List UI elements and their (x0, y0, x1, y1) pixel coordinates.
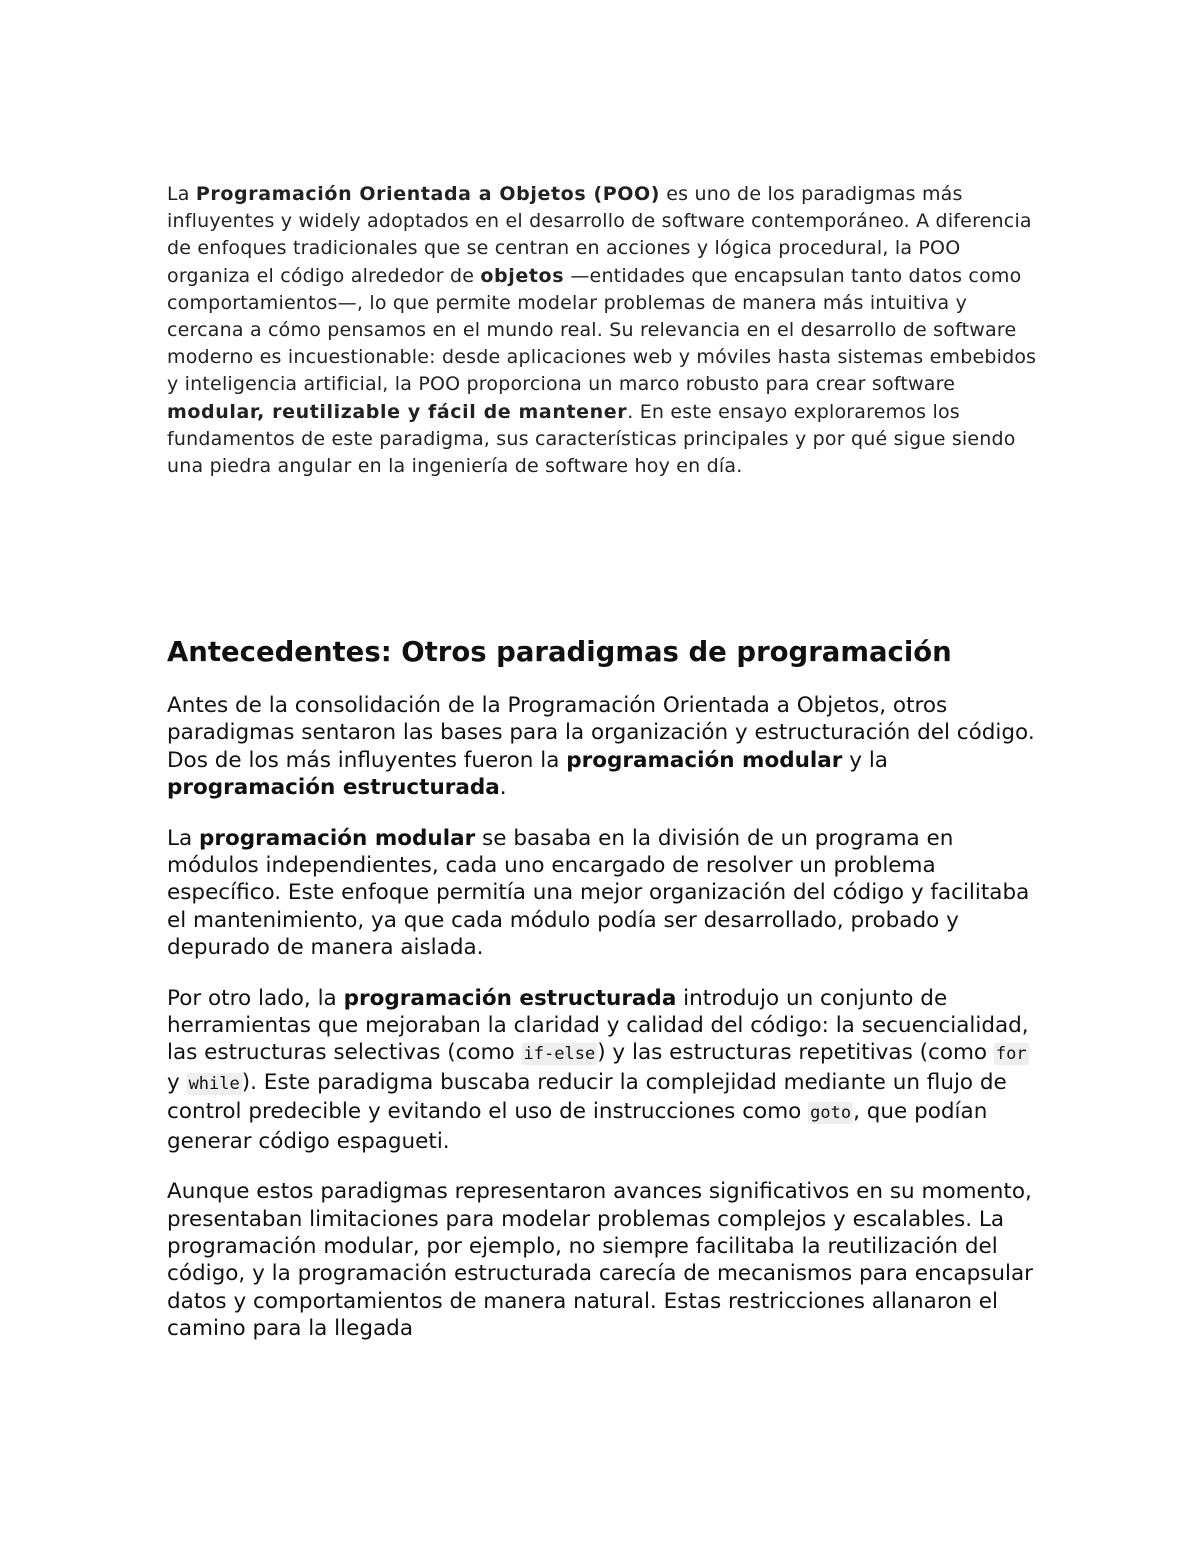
section-heading: Antecedentes: Otros paradigmas de programación (167, 636, 952, 668)
paragraph-antecedentes (167, 692, 1047, 802)
bold-term-poo: Programación Orientada a Objetos (POO) (195, 183, 661, 205)
paragraph-modular (167, 825, 1047, 962)
text-run: y la (842, 747, 888, 773)
bold-term-objetos: objetos (480, 264, 565, 287)
text-run: ). Este paradigma buscaba reducir la complejidad mediante un flujo de control predecible y evitando el uso de instrucciones como (167, 1069, 1007, 1125)
intro-paragraph (167, 181, 1047, 480)
document-page (167, 181, 1047, 1342)
text-run: Aunque estos paradigmas representaron avances significativos en su momento, presentaban limitaciones para modelar problemas complejos y escalables. La programación modular, por ejemplo, no siempre facilitaba la reutilización del código, y la programación estructurada carecía de mecanismos para encapsular datos y comportamientos de manera natural. Estas restricciones allanaron el camino para la llegada (167, 1179, 1034, 1342)
code-goto: goto (810, 1103, 852, 1124)
text-run: La (167, 825, 199, 851)
text-run: y (167, 1069, 187, 1095)
text-run: —entidades que encapsulan tanto datos como comportamientos—, lo que permite modelar problemas de manera más intuitiva y cercana a cómo pensamos en el mundo real. Su relevancia en el desarrollo de software moderno es incuestionable: desde aplicaciones web y móviles hasta sistemas embebidos y inteligencia artificial, la POO proporciona un marco robusto para crear software (167, 264, 1037, 396)
bold-term: programación estructurada (343, 985, 677, 1011)
bold-term: programación modular (566, 747, 843, 773)
bold-term: programación estructurada (167, 775, 500, 801)
text-run: La (167, 183, 196, 205)
text-run: Por otro lado, la (167, 985, 344, 1011)
paragraph-limitaciones (167, 1178, 1047, 1342)
code-for: for (995, 1044, 1027, 1065)
text-run: se basaba en la división de un programa en módulos independientes, cada uno encargado de resolver un problema específico. Este enfoque permitía una mejor organización del código y facilitaba el mantenimiento, ya que cada módulo podía ser desarrollado, probado y depurado de manera aislada. (167, 825, 1030, 961)
code-if-else: if-else (523, 1044, 596, 1065)
text-run: Antes de la consolidación de la Programación Orientada a Objetos, otros paradigmas sentaron las bases para la organización y estructuración del código. Dos de los más influyentes fueron la (167, 693, 1035, 773)
text-run: . (499, 775, 507, 801)
code-while: while (188, 1073, 240, 1094)
text-run: es uno de los paradigmas más influyentes y widely adoptados en el desarrollo de software contemporáneo. A diferencia de enfoques tradicionales que se centran en acciones y lógica procedural, la POO organiza el código alrededor de (167, 183, 1032, 287)
text-run: , que podían generar código espagueti. (167, 1099, 988, 1154)
bold-term: programación modular (199, 825, 476, 851)
text-run: introdujo un conjunto de herramientas que mejoraban la claridad y calidad del código: la secuencialidad, las estructuras selectivas (como (167, 985, 1029, 1066)
text-run: ) y las estructuras repetitivas (como (597, 1040, 994, 1066)
text-run: . En este ensayo exploraremos los fundamentos de este paradigma, sus características principales y por qué sigue siendo una piedra angular en la ingeniería de software hoy en día. (167, 400, 1016, 478)
bold-term-modular: modular, reutilizable y fácil de mantener (167, 400, 628, 423)
paragraph-estructurada (167, 985, 1047, 1155)
section-body (167, 692, 1047, 1366)
